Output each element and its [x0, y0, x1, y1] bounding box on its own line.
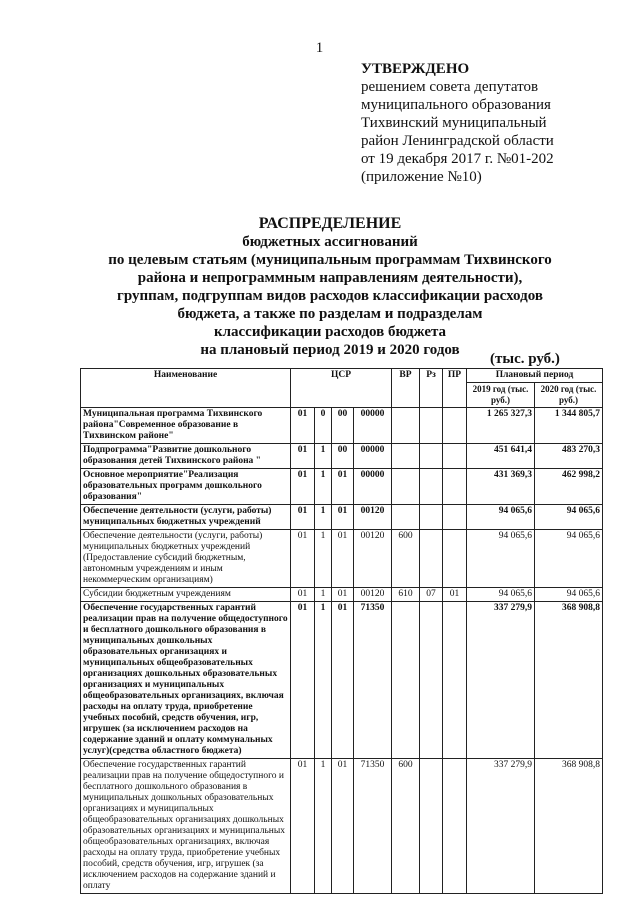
table-row: [81, 588, 603, 602]
approval-line: район Ленинградской области: [361, 133, 554, 149]
table-cell-csr-subprogram: 1: [315, 588, 332, 602]
table-cell-2020: 483 270,3: [535, 444, 603, 469]
table-cell-2020: 462 998,2: [535, 469, 603, 505]
table-cell-csr-direction: 00120: [354, 588, 392, 602]
table-cell-vr: [392, 469, 420, 505]
table-cell-csr-event: 01: [332, 759, 354, 894]
table-cell-vr: [392, 408, 420, 444]
title-line: района и непрограммным направлениям деятельности),: [137, 270, 523, 286]
table-row: [81, 469, 603, 505]
table-cell-csr-subprogram: 1: [315, 469, 332, 505]
table-cell-csr-direction: 00000: [354, 444, 392, 469]
table-cell-csr-program: 01: [291, 408, 315, 444]
table-cell-rz: [420, 469, 443, 505]
table-cell-2020: 94 065,6: [535, 588, 603, 602]
table-cell-csr-event: 01: [332, 469, 354, 505]
table-cell-csr-direction: 00120: [354, 505, 392, 530]
title-main: РАСПРЕДЕЛЕНИЕ: [258, 215, 402, 232]
approval-line: от 19 декабря 2017 г. №01-202: [361, 151, 554, 167]
title-line: классификации расходов бюджета: [213, 324, 447, 340]
table-cell-vr: [392, 505, 420, 530]
table-cell-rz: [420, 759, 443, 894]
table-cell-csr-direction: 00000: [354, 469, 392, 505]
table-cell-pr: [443, 469, 467, 505]
table-cell-vr: 600: [392, 759, 420, 894]
table-cell-csr-subprogram: 1: [315, 759, 332, 894]
table-cell-name: Обеспечение деятельности (услуги, работы) муниципальных бюджетных учреждений: [81, 505, 291, 530]
title-line: группам, подгруппам видов расходов классификации расходов: [117, 288, 543, 304]
table-cell-csr-program: 01: [291, 469, 315, 505]
table-cell-csr-direction: 71350: [354, 602, 392, 759]
table-cell-csr-program: 01: [291, 759, 315, 894]
table-cell-name: Муниципальная программа Тихвинского района"Современное образование в Тихвинском районе": [81, 408, 291, 444]
table-cell-pr: [443, 602, 467, 759]
table-cell-csr-event: 01: [332, 505, 354, 530]
table-cell-2019: 337 279,9: [467, 602, 535, 759]
table-cell-csr-subprogram: 0: [315, 408, 332, 444]
table-cell-2019: 337 279,9: [467, 759, 535, 894]
table-cell-csr-event: 01: [332, 588, 354, 602]
table-cell-pr: [443, 530, 467, 588]
table-cell-rz: [420, 505, 443, 530]
table-cell-vr: 600: [392, 530, 420, 588]
approval-line: Тихвинский муниципальный: [361, 115, 547, 131]
table-row: [81, 759, 603, 894]
table-cell-2020: 94 065,6: [535, 505, 603, 530]
table-cell-2019: 431 369,3: [467, 469, 535, 505]
table-cell-2020: 1 344 805,7: [535, 408, 603, 444]
table-cell-name: Обеспечение деятельности (услуги, работы) муниципальных бюджетных учреждений (Предоставление субсидий бюджетным, автономным учреждениям и иным некоммерческим организациям): [81, 530, 291, 588]
table-row: [81, 530, 603, 588]
table-row: [81, 408, 603, 444]
table-cell-rz: 07: [420, 588, 443, 602]
table-cell-2019: 94 065,6: [467, 588, 535, 602]
table-cell-csr-event: 00: [332, 408, 354, 444]
approval-line: решением совета депутатов: [361, 79, 539, 95]
table-cell-csr-program: 01: [291, 588, 315, 602]
table-cell-csr-direction: 00120: [354, 530, 392, 588]
header-year-2020: 2020 год (тыс. руб.): [535, 383, 603, 408]
table-cell-pr: [443, 408, 467, 444]
table-cell-csr-direction: 71350: [354, 759, 392, 894]
table-cell-2019: 1 265 327,3: [467, 408, 535, 444]
approval-line: (приложение №10): [361, 169, 482, 185]
table-cell-vr: [392, 602, 420, 759]
table-cell-name: Основное мероприятие"Реализация образовательных программ дошкольного образования": [81, 469, 291, 505]
table-cell-csr-program: 01: [291, 602, 315, 759]
table-cell-pr: 01: [443, 588, 467, 602]
table-cell-name: Подпрограмма"Развитие дошкольного образования детей Тихвинского района ": [81, 444, 291, 469]
budget-table: [80, 368, 603, 894]
table-cell-name: Обеспечение государственных гарантий реализации прав на получение общедоступного и бесплатного дошкольного образования в муниципальных дошкольных образовательных организациях и муниципальных общеобразовательных организациях дошкольных образовательных организациях и муниципальных общеобразовательных организациях, включая расходы на оплату труда, приобретение учебных пособий, средств обучения, игр, игрушек (за исключением расходов на содержание зданий и оплату коммунальных услуг)(средства областного бюджета): [81, 602, 291, 759]
table-cell-pr: [443, 759, 467, 894]
table-cell-pr: [443, 505, 467, 530]
table-cell-name: Субсидии бюджетным учреждениям: [81, 588, 291, 602]
table-row: [81, 602, 603, 759]
table-cell-rz: [420, 408, 443, 444]
units-label: (тыс. руб.): [490, 351, 560, 367]
table-cell-2020: 94 065,6: [535, 530, 603, 588]
document-title: [60, 215, 600, 359]
table-cell-2019: 451 641,4: [467, 444, 535, 469]
title-line: бюджета, а также по разделам и подразделам: [177, 306, 483, 322]
header-name: Наименование: [81, 369, 291, 408]
table-cell-csr-event: 01: [332, 602, 354, 759]
table-cell-name: Обеспечение государственных гарантий реализации прав на получение общедоступного и бесплатного дошкольного образования в муниципальных дошкольных образовательных организациях и муниципальных общеобразовательных организациях дошкольных образовательных организациях и муниципальных общеобразовательных организациях, включая расходы на оплату труда, приобретение учебных пособий, средств обучения, игр, игрушек (за исключением расходов на содержание зданий и оплату: [81, 759, 291, 894]
table-cell-csr-direction: 00000: [354, 408, 392, 444]
header-vr: ВР: [392, 369, 420, 408]
table-cell-csr-event: 00: [332, 444, 354, 469]
table-cell-csr-subprogram: 1: [315, 444, 332, 469]
title-line: по целевым статьям (муниципальным программам Тихвинского: [108, 252, 552, 268]
table-cell-2019: 94 065,6: [467, 505, 535, 530]
table-cell-csr-subprogram: 1: [315, 602, 332, 759]
table-cell-csr-event: 01: [332, 530, 354, 588]
approval-stamp: [361, 60, 554, 186]
header-period: Плановый период: [467, 369, 603, 383]
header-rz: Рз: [420, 369, 443, 408]
page-number: 1: [315, 40, 324, 56]
approval-heading: УТВЕРЖДЕНО: [361, 61, 470, 77]
table-cell-rz: [420, 444, 443, 469]
table-cell-2020: 368 908,8: [535, 602, 603, 759]
table-cell-vr: [392, 444, 420, 469]
header-csr: ЦСР: [291, 369, 392, 408]
table-cell-2020: 368 908,8: [535, 759, 603, 894]
table-row: [81, 444, 603, 469]
table-cell-csr-subprogram: 1: [315, 530, 332, 588]
table-row: [81, 505, 603, 530]
title-line: на плановый период 2019 и 2020 годов: [200, 342, 460, 358]
table-cell-vr: 610: [392, 588, 420, 602]
approval-line: муниципального образования: [361, 97, 551, 113]
title-line: бюджетных ассигнований: [242, 234, 418, 250]
header-year-2019: 2019 год (тыс. руб.): [467, 383, 535, 408]
table-cell-csr-program: 01: [291, 530, 315, 588]
table-cell-pr: [443, 444, 467, 469]
table-cell-2019: 94 065,6: [467, 530, 535, 588]
table-cell-csr-program: 01: [291, 444, 315, 469]
table-cell-rz: [420, 602, 443, 759]
table-cell-csr-program: 01: [291, 505, 315, 530]
header-pr: ПР: [443, 369, 467, 408]
table-cell-csr-subprogram: 1: [315, 505, 332, 530]
table-cell-rz: [420, 530, 443, 588]
